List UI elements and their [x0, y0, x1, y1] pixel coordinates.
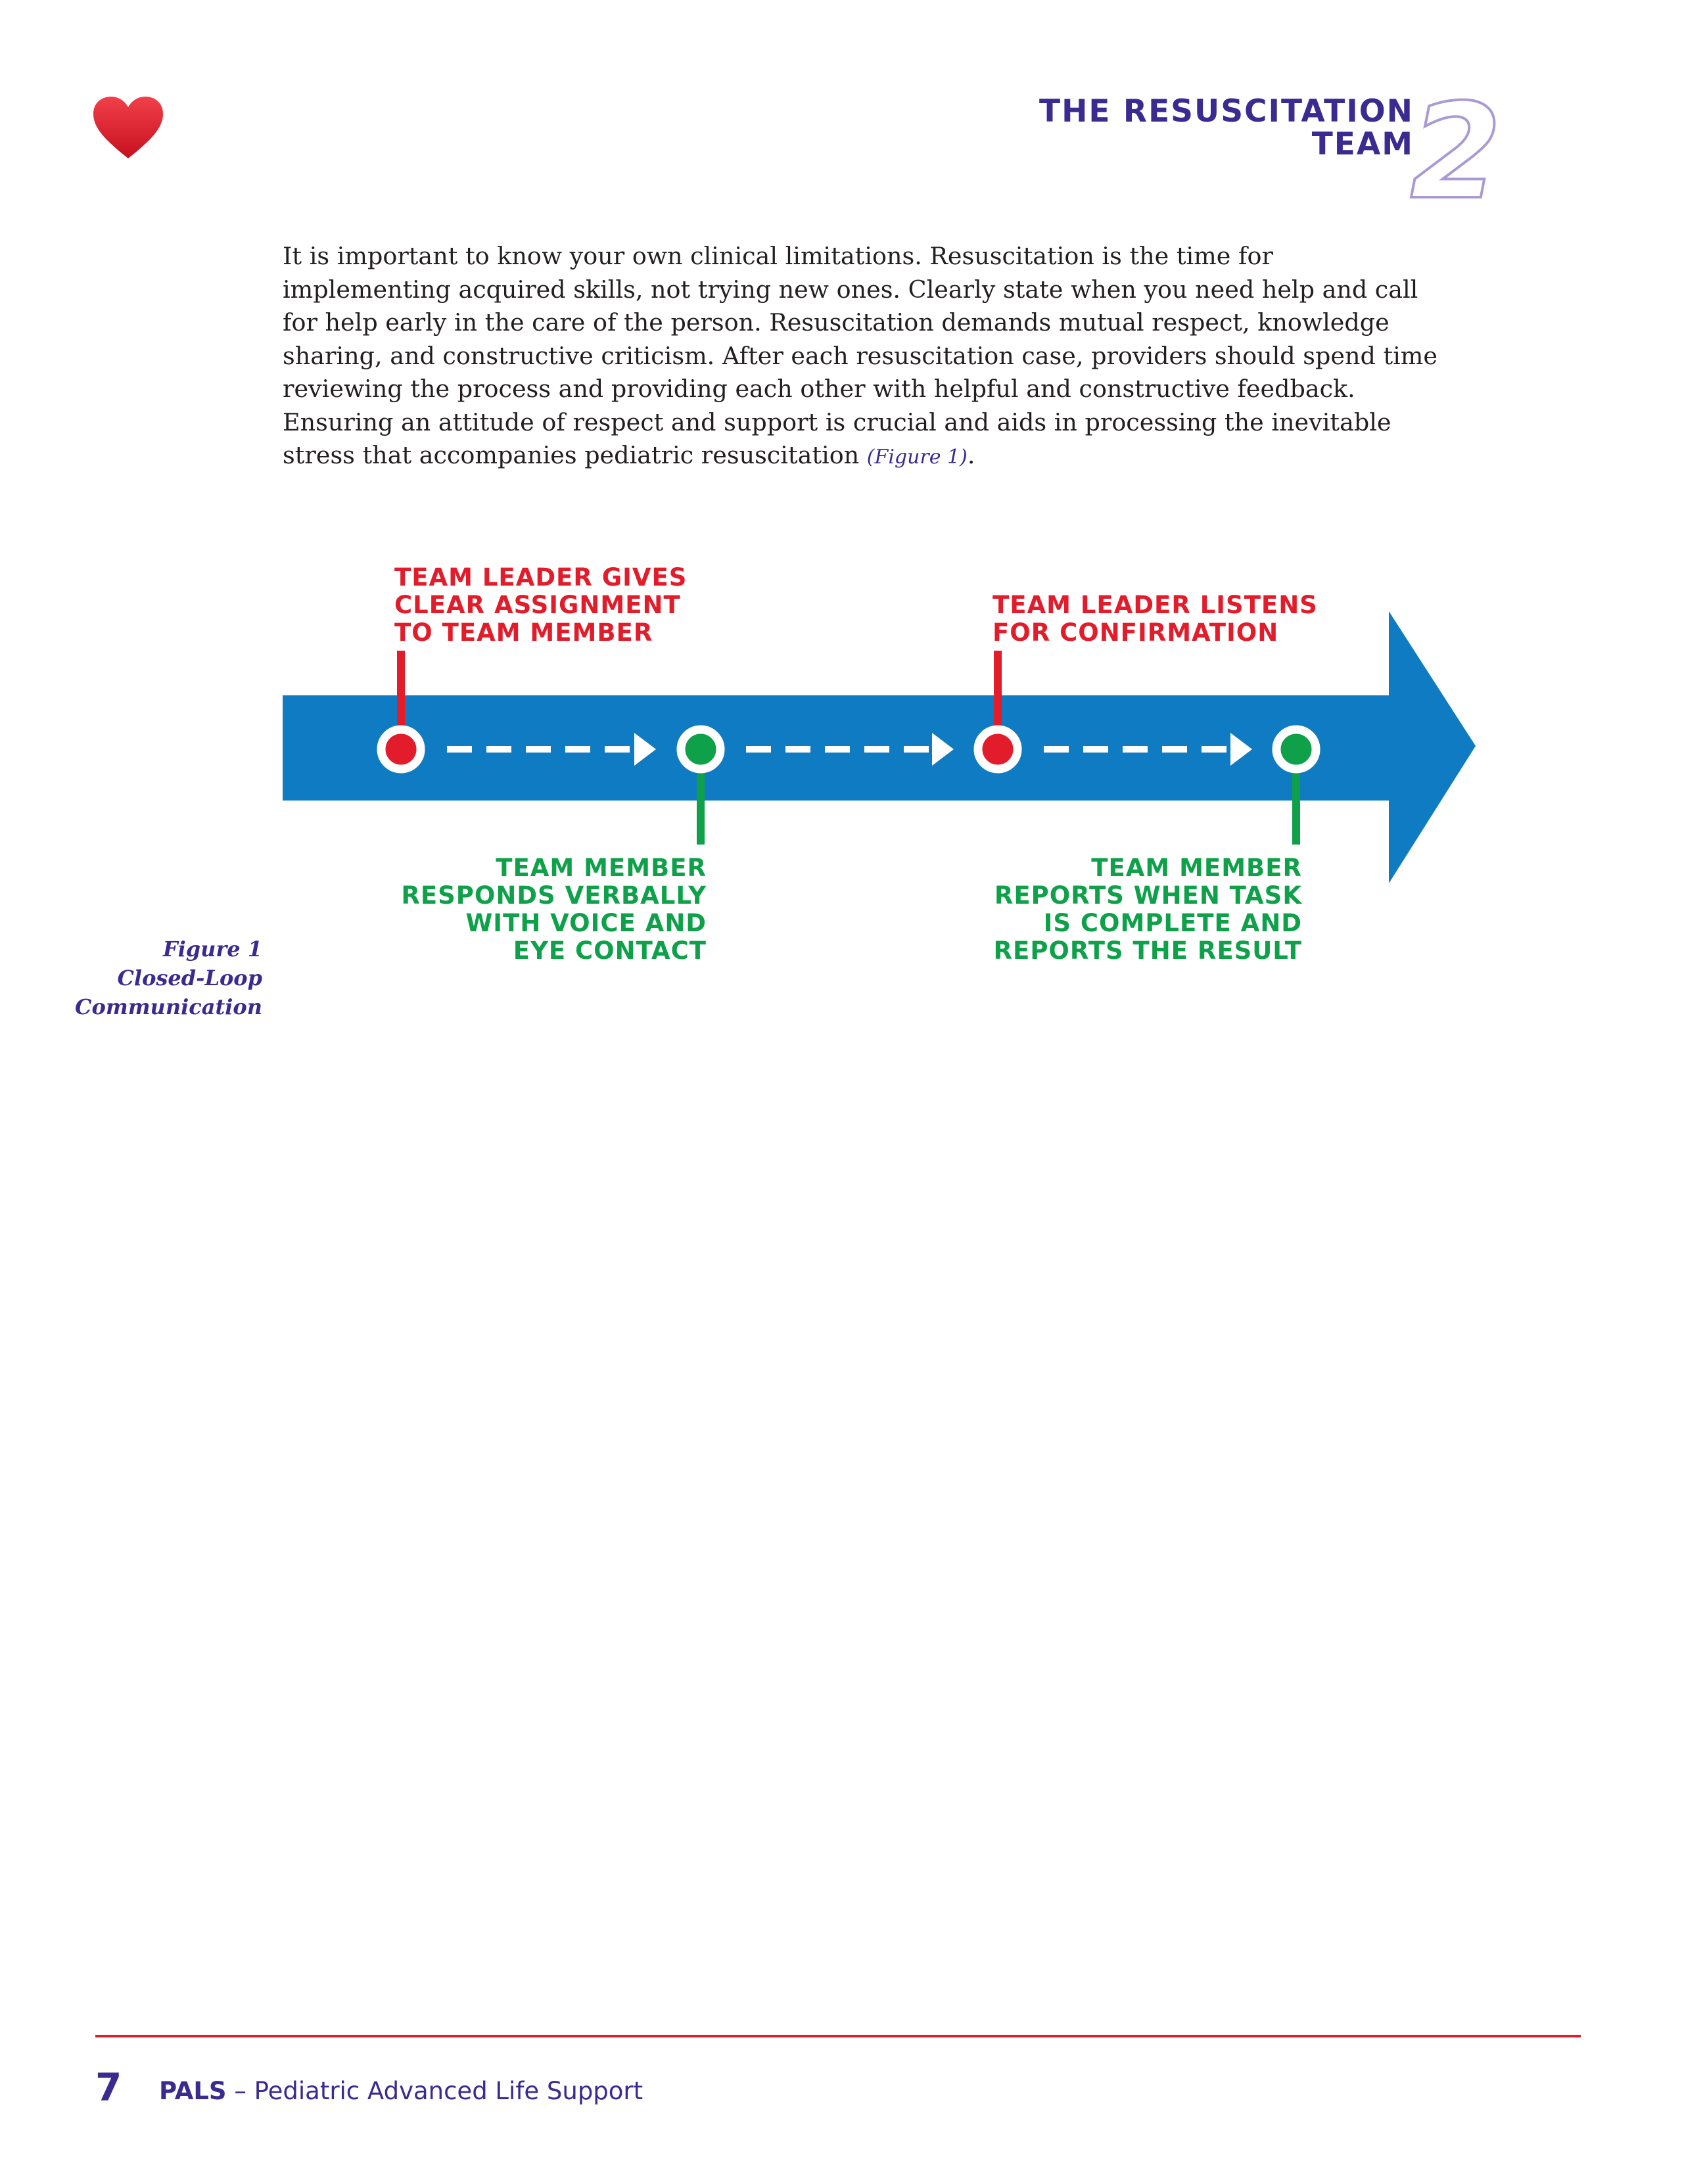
- page-number: 7: [95, 2065, 122, 2110]
- step-label-line: TEAM LEADER GIVES: [394, 563, 688, 592]
- step-label-line: TEAM LEADER LISTENS: [993, 591, 1318, 619]
- member-node-1: [681, 730, 720, 769]
- figure-label: Figure 1: [162, 937, 262, 962]
- step-label-line: TO TEAM MEMBER: [394, 618, 653, 647]
- step-label-line: IS COMPLETE AND: [1043, 909, 1302, 937]
- leader-node-1: [381, 730, 421, 769]
- member-node-2: [1276, 730, 1316, 769]
- step-label-line: REPORTS WHEN TASK: [994, 881, 1302, 910]
- figure-caption-line1: Closed-Loop: [117, 965, 262, 990]
- chapter-number-text: 2: [1410, 85, 1502, 217]
- figure-caption: [75, 935, 262, 1021]
- figure-caption-line2: Communication: [75, 994, 262, 1019]
- step-label-line: WITH VOICE AND: [465, 909, 707, 937]
- footer-subtitle: – Pediatric Advanced Life Support: [226, 2077, 643, 2105]
- step-label-line: CLEAR ASSIGNMENT: [394, 591, 681, 619]
- step-label-line: TEAM MEMBER: [1091, 854, 1302, 882]
- paragraph-end: .: [967, 441, 975, 469]
- chapter-title-line2: TEAM: [1311, 126, 1414, 162]
- step-label-line: FOR CONFIRMATION: [993, 618, 1279, 647]
- step-label-line: EYE CONTACT: [513, 937, 707, 965]
- step-member-reports: [994, 854, 1302, 965]
- step-leader-gives-assignment: [394, 564, 687, 647]
- step-label-line: REPORTS THE RESULT: [993, 937, 1302, 965]
- step-leader-listens: [993, 592, 1318, 647]
- step-label-line: RESPONDS VERBALLY: [401, 881, 707, 910]
- footer-title: [159, 2077, 643, 2105]
- leader-node-2: [978, 730, 1017, 769]
- footer-brand: PALS: [159, 2077, 227, 2105]
- chapter-title-line1: THE RESUSCITATION: [1039, 93, 1414, 129]
- figure-reference-link[interactable]: (Figure 1): [866, 446, 968, 469]
- footer-divider: [95, 2035, 1581, 2037]
- step-member-responds: [401, 854, 707, 965]
- step-label-line: TEAM MEMBER: [496, 854, 707, 882]
- paragraph-text: It is important to know your own clinical limitations. Resuscitation is the time for implementing acquired skills, not trying new ones. Clearly state when you need help and call for help early in the care of the person. Resuscitation demands mutual respect, knowledge sharing, and constructive criticism. After each resuscitation case, providers should spend time reviewing the process and providing each other with helpful and constructive feedback. Ensuring an attitude of respect and support is crucial and aids in processing the inevitable stress that accompanies pediatric resuscitation: [283, 242, 1437, 469]
